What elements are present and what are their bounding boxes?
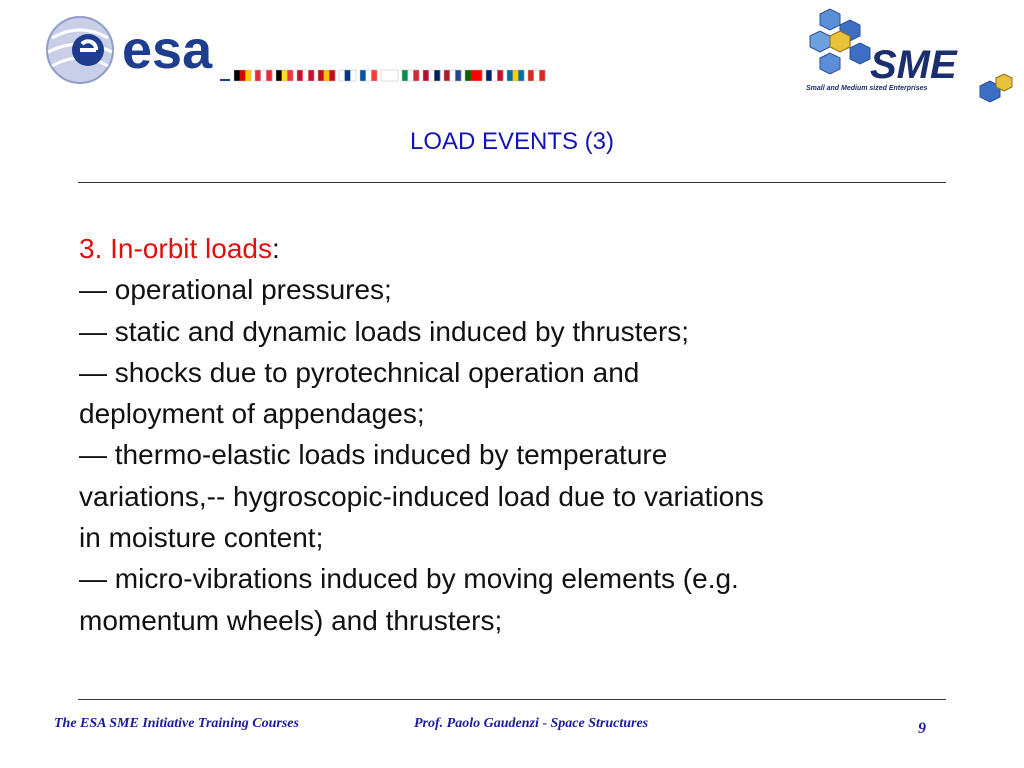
esa-globe-icon: [47, 17, 113, 83]
flag-icon: [360, 70, 377, 81]
title-divider: [78, 182, 946, 183]
body-line: momentum wheels) and thrusters;: [79, 604, 503, 636]
slide-body: [79, 228, 939, 641]
flag-icon: [381, 70, 398, 81]
sme-subtitle: Small and Medium sized Enterprises: [806, 85, 928, 92]
sme-logo: [800, 8, 1020, 108]
body-line: — shocks due to pyrotechnical operation and: [79, 356, 640, 388]
flag-icon: [339, 70, 356, 81]
flag-icon: [444, 70, 461, 81]
footer-author: Prof. Paolo Gaudenzi - Space Structures: [414, 716, 649, 731]
section-heading: 3. In-orbit loads: [79, 233, 272, 264]
flag-icon: [465, 70, 482, 81]
body-line: in moisture content;: [79, 522, 324, 554]
body-line: variations,-- hygroscopic-induced load due to variations: [79, 480, 764, 512]
page-number: 9: [918, 720, 926, 737]
flag-icon: [402, 70, 419, 81]
section-heading-colon: :: [272, 233, 280, 264]
footer-course-name: The ESA SME Initiative Training Courses: [54, 716, 299, 731]
section-heading-line: [79, 228, 939, 269]
footer-divider: [78, 699, 946, 700]
body-line: deployment of appendages;: [79, 398, 425, 430]
flag-icon: [423, 70, 440, 81]
flag-icon: [297, 70, 314, 81]
body-line: — thermo-elastic loads induced by temperature: [79, 439, 668, 471]
esa-wordmark: esa: [122, 20, 213, 80]
member-state-flags: [220, 70, 545, 81]
flag-icon: [276, 70, 293, 81]
body-line: — static and dynamic loads induced by thrusters;: [79, 315, 690, 347]
sme-wordmark: SME: [870, 43, 957, 87]
body-line: — micro-vibrations induced by moving elements (e.g.: [79, 563, 739, 595]
slide-title: LOAD EVENTS (3): [409, 128, 615, 155]
flag-icon: [318, 70, 335, 81]
flag-icon: [528, 70, 545, 81]
flag-icon: [486, 70, 503, 81]
esa-logo: [42, 14, 562, 86]
flag-icon: [507, 70, 524, 81]
flag-icon: [234, 70, 251, 81]
flag-icon: [255, 70, 272, 81]
flag-dash: [220, 79, 230, 81]
body-line: — operational pressures;: [79, 274, 392, 306]
